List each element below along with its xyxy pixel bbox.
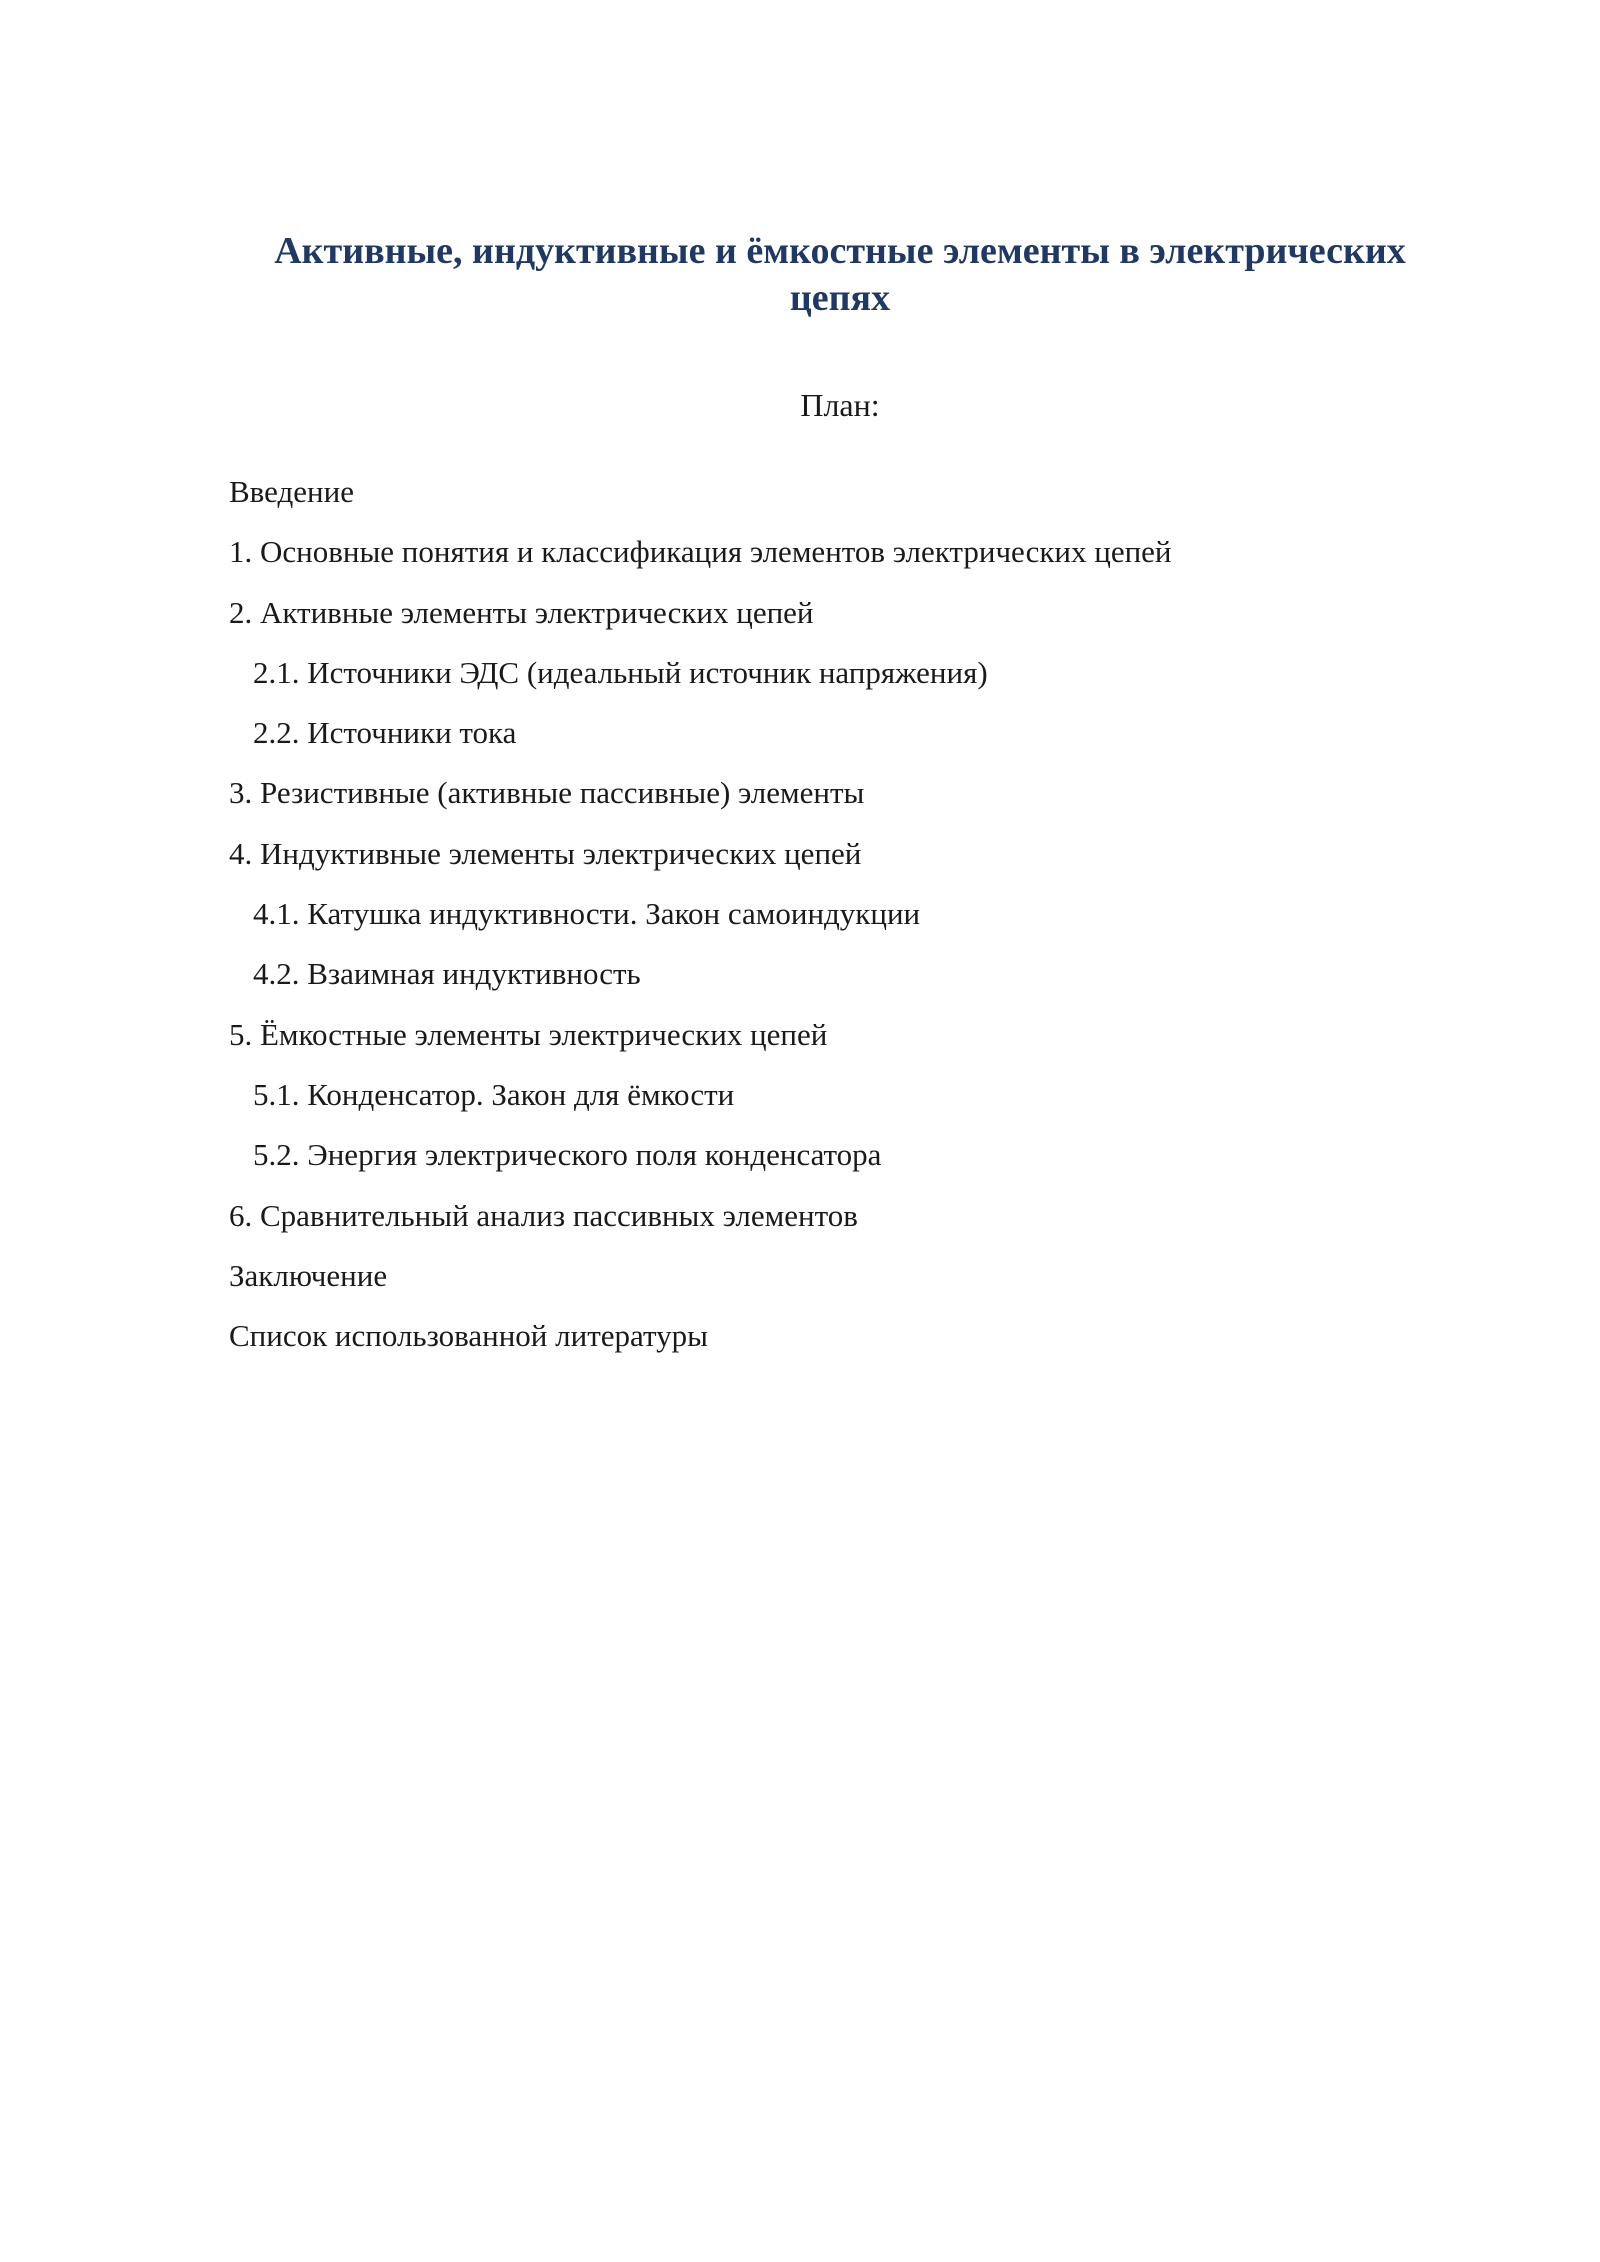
plan-heading: План:	[800, 387, 880, 423]
toc-subitem: 5.2. Энергия электрического поля конденсатора	[253, 1137, 882, 1173]
toc-item: Список использованной литературы	[229, 1318, 708, 1354]
toc-subitem: 2.1. Источники ЭДС (идеальный источник напряжения)	[253, 654, 988, 690]
toc-item: 1. Основные понятия и классификация элементов электрических цепей	[229, 534, 1172, 570]
toc-item: Заключение	[229, 1257, 388, 1293]
toc-item: 3. Резистивные (активные пассивные) элементы	[229, 775, 865, 811]
toc-item: 5. Ёмкостные элементы электрических цепей	[229, 1016, 828, 1052]
toc-subitem: 4.1. Катушка индуктивности. Закон самоиндукции	[253, 896, 921, 932]
toc-item: Введение	[229, 474, 354, 509]
toc-subitem: 4.2. Взаимная индуктивность	[253, 956, 641, 992]
toc-item: 2. Активные элементы электрических цепей	[229, 594, 814, 630]
table-of-contents	[229, 472, 1449, 1376]
toc-item: 4. Индуктивные элементы электрических цепей	[229, 835, 862, 871]
toc-subitem: 2.2. Источники тока	[253, 715, 517, 751]
toc-subitem: 5.1. Конденсатор. Закон для ёмкости	[253, 1076, 735, 1112]
document-title: Активные, индуктивные и ёмкостные элементы в электрических цепях	[274, 230, 1406, 319]
toc-item: 6. Сравнительный анализ пассивных элементов	[229, 1197, 858, 1233]
